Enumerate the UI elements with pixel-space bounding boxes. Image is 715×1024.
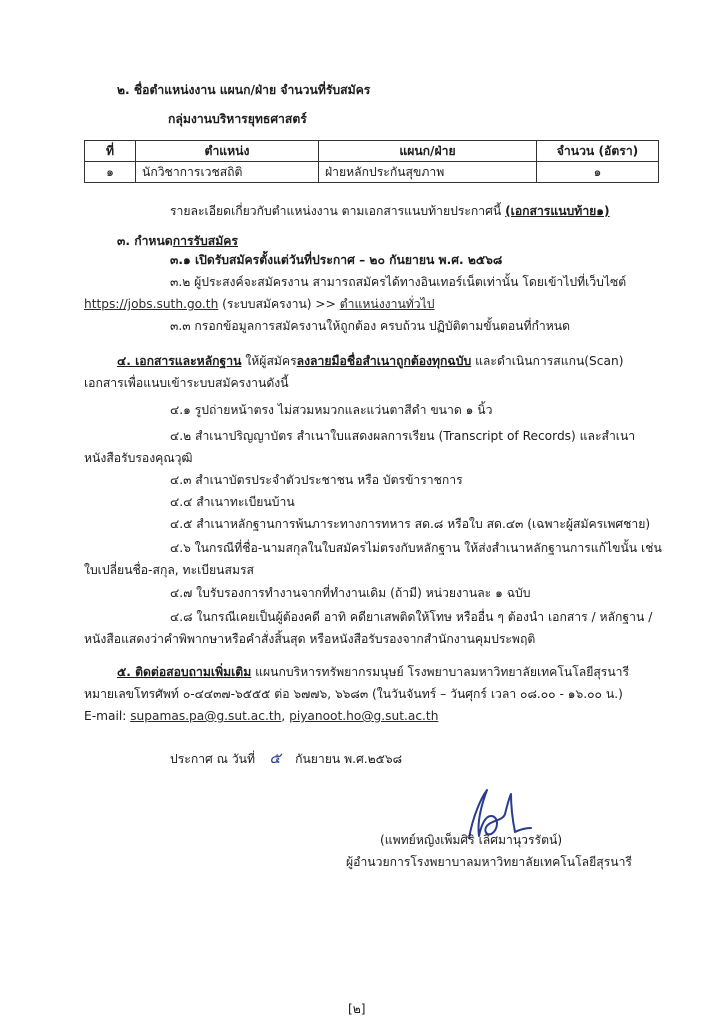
email-separator: , [281, 709, 290, 723]
item-3-1: ๓.๑ เปิดรับสมัครตั้งแต่วันที่ประกาศ – ๒๐ กันยายน พ.ศ. ๒๕๖๘ [170, 253, 503, 267]
item-4-5: ๔.๕ สำเนาหลักฐานการพ้นภาระทางการทหาร สด.๘ หรือใบ สด.๔๓ (เฉพาะผู้สมัครเพศชาย) [170, 517, 651, 531]
section5-line1 [117, 664, 629, 680]
item-4-7: ๔.๗ ใบรับรองการทำงานจากที่ทำงานเดิม (ถ้ามี) หน่วยงานละ ๑ ฉบับ [170, 586, 531, 600]
item-3-2-line2 [84, 296, 435, 312]
item-4-4: ๔.๔ สำเนาทะเบียนบ้าน [170, 495, 295, 509]
email-link-supamas[interactable]: supamas.pa@g.sut.ac.th [130, 709, 282, 723]
section4-intro-c: และดำเนินการสแกน(Scan) [471, 354, 624, 368]
section3-heading [117, 233, 238, 249]
signer-name: (แพทย์หญิงเพ็มศิริ เลิศมานุวรรัตน์) [380, 833, 563, 847]
col-header-department: แผนก/ฝ่าย [319, 141, 537, 162]
cell-department: ฝ่ายหลักประกันสุขภาพ [319, 162, 537, 183]
item-4-2: ๔.๒ สำเนาปริญญาบัตร สำเนาใบแสดงผลการเรียน (Transcript of Records) และสำเนา [170, 429, 636, 443]
item-4-6: ๔.๖ ในกรณีที่ชื่อ-นามสกุลในใบสมัครไม่ตรงกับหลักฐาน ให้ส่งสำเนาหลักฐานการแก้ไขนั้น เช่น [170, 541, 662, 555]
email-link-piyanoot[interactable]: piyanoot.ho@g.sut.ac.th [289, 709, 439, 723]
item-4-8: ๔.๘ ในกรณีเคยเป็นผู้ต้องคดี อาทิ คดียาเสพติดให้โทษ หรืออื่น ๆ ต้องนำ เอกสาร / หลักฐาน / [170, 610, 653, 624]
item-4-2-line2: หนังสือรับรองคุณวุฒิ [84, 451, 193, 465]
announce-prefix: ประกาศ ณ วันที่ [170, 752, 256, 766]
section5-email-line [84, 708, 438, 724]
section4-intro-a: ให้ผู้สมัคร [241, 354, 297, 368]
section4-intro-line2: เอกสารเพื่อแนบเข้าระบบสมัครงานดังนี้ [84, 376, 289, 390]
item-4-1: ๔.๑ รูปถ่ายหน้าตรง ไม่สวมหมวกและแว่นตาสีดำ ขนาด ๑ นิ้ว [170, 403, 493, 417]
item-4-8-line2: หนังสือแสดงว่าคำพิพากษาหรือคำสั่งสิ้นสุด หรือหนังสือรับรองจากสำนักงานคุมประพฤติ [84, 632, 536, 646]
attachment-ref: (เอกสารแนบท้าย๑) [505, 204, 610, 218]
group-title: กลุ่มงานบริหารยุทธศาสตร์ [168, 112, 307, 126]
table-row [85, 162, 659, 183]
section2-heading: ๒. ชื่อตำแหน่งงาน แผนก/ฝ่าย จำนวนที่รับสมัคร [117, 83, 371, 97]
section5-phone: หมายเลขโทรศัพท์ ๐-๔๔๓๗-๖๕๕๕ ต่อ ๖๗๗๖, ๖๖๘๓ (ในวันจันทร์ – วันศุกร์ เวลา ๐๘.๐๐ - ๑๖.๐๐ น.) [84, 687, 623, 701]
detail-line [170, 203, 610, 219]
col-header-no: ที่ [85, 141, 136, 162]
section3-heading-underlined: การรับสมัคร [172, 234, 238, 248]
detail-text: รายละเอียดเกี่ยวกับตำแหน่งงาน ตามเอกสารแนบท้ายประกาศนี้ [170, 204, 506, 218]
section5-department: แผนกบริหารทรัพยากรมนุษย์ โรงพยาบาลมหาวิทยาลัยเทคโนโลยีสุรนารี [251, 665, 630, 679]
position-table [84, 140, 659, 183]
signer-title: ผู้อำนวยการโรงพยาบาลมหาวิทยาลัยเทคโนโลยีสุรนารี [346, 855, 632, 869]
cell-no: ๑ [85, 162, 136, 183]
cell-quantity: ๑ [537, 162, 659, 183]
section4-intro [117, 353, 623, 369]
section3-heading-prefix: ๓. กำหนด [117, 234, 173, 248]
col-header-quantity: จำนวน (อัตรา) [537, 141, 659, 162]
item-4-3: ๔.๓ สำเนาบัตรประจำตัวประชาชน หรือ บัตรข้าราชการ [170, 473, 463, 487]
item-3-2: ๓.๒ ผู้ประสงค์จะสมัครงาน สามารถสมัครได้ทางอินเทอร์เน็ตเท่านั้น โดยเข้าไปที่เว็บไซต์ [170, 275, 627, 289]
announcement-date [170, 750, 402, 767]
announce-day: ๕ [269, 749, 281, 767]
cell-position: นักวิชาการเวชสถิติ [136, 162, 319, 183]
item-3-2-mid: (ระบบสมัครงาน) >> [218, 297, 340, 311]
col-header-position: ตำแหน่ง [136, 141, 319, 162]
general-positions-link[interactable]: ตำแหน่งงานทั่วไป [339, 297, 435, 311]
section4-heading: ๔. เอกสารและหลักฐาน [117, 354, 242, 368]
jobs-website-link[interactable]: https://jobs.suth.go.th [84, 297, 219, 311]
section5-heading: ๕. ติดต่อสอบถามเพิ่มเติม [117, 665, 252, 679]
item-4-6-line2: ใบเปลี่ยนชื่อ-สกุล, ทะเบียนสมรส [84, 563, 254, 577]
page-number: [๒] [348, 1002, 366, 1016]
announce-suffix: กันยายน พ.ศ.๒๕๖๘ [295, 752, 403, 766]
email-label: E-mail: [84, 709, 131, 723]
section4-intro-emphasis: ลงลายมือชื่อสำเนาถูกต้องทุกฉบับ [296, 354, 472, 368]
item-3-3: ๓.๓ กรอกข้อมูลการสมัครงานให้ถูกต้อง ครบถ้วน ปฏิบัติตามขั้นตอนที่กำหนด [170, 319, 571, 333]
table-header-row [85, 141, 659, 162]
